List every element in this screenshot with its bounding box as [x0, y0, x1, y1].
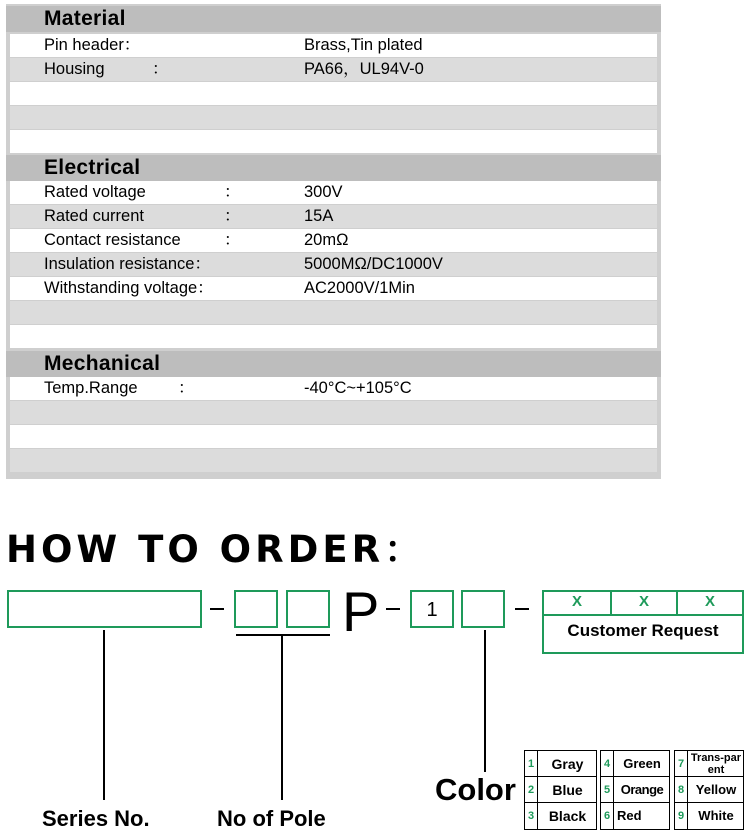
- spec-value: 300V: [304, 183, 343, 201]
- spec-value: Brass,Tin plated: [304, 36, 423, 54]
- color-name: Trans-parent: [690, 752, 742, 776]
- series-no-label: Series No.: [42, 806, 150, 831]
- fixed-digit: 1: [426, 599, 438, 621]
- color-name: Gray: [551, 756, 584, 772]
- how-to-order-title: HOW TO ORDER：: [6, 528, 426, 571]
- material-row: [10, 34, 657, 57]
- spec-colon: ：: [224, 231, 241, 249]
- dash: [210, 608, 224, 610]
- p-letter: P: [342, 580, 380, 643]
- pole-bracket: [236, 634, 330, 636]
- electrical-title: Electrical: [44, 156, 141, 179]
- color-option: [601, 777, 669, 803]
- customer-request-label: Customer Request: [567, 621, 719, 640]
- dash: [515, 608, 529, 610]
- color-label: Color: [435, 772, 516, 807]
- spec-value: -40°C~+105°C: [304, 379, 412, 397]
- pole-box-1: [234, 590, 278, 628]
- spec-colon: ：: [152, 60, 169, 78]
- series-box: [7, 590, 202, 628]
- spec-label: Insulation resistance：: [44, 255, 211, 273]
- series-connector: [103, 630, 105, 800]
- x-mark: X: [638, 593, 649, 610]
- spec-label: Rated current: [44, 207, 144, 225]
- empty-row: [10, 425, 657, 448]
- color-name: Black: [548, 808, 587, 824]
- color-option: [525, 803, 596, 829]
- pole-connector: [281, 634, 283, 800]
- spec-value: AC2000V/1Min: [304, 279, 415, 297]
- electrical-row: [10, 229, 657, 252]
- empty-row: [10, 301, 657, 324]
- material-row: [10, 58, 657, 81]
- empty-row: [10, 449, 657, 472]
- mechanical-header: [6, 351, 661, 377]
- color-option: [525, 751, 596, 777]
- spec-colon: ：: [224, 207, 241, 225]
- color-legend-2: [600, 750, 670, 830]
- spec-label: Rated voltage: [44, 183, 146, 201]
- electrical-header: [6, 155, 661, 181]
- digit-box: [410, 590, 454, 628]
- empty-row: [10, 401, 657, 424]
- dash: [386, 608, 400, 610]
- spec-colon: ：: [178, 379, 195, 397]
- material-header: [6, 6, 661, 32]
- spec-value: 20mΩ: [304, 231, 349, 249]
- electrical-row: [10, 253, 657, 276]
- color-number: 5: [601, 777, 614, 802]
- spec-label: Housing: [44, 60, 105, 78]
- color-option: [675, 751, 743, 777]
- color-connector: [484, 630, 486, 772]
- spec-label: Temp.Range: [44, 379, 138, 397]
- color-box: [461, 590, 505, 628]
- color-option: [601, 803, 669, 829]
- empty-row: [10, 82, 657, 105]
- color-number: 3: [525, 803, 538, 829]
- spec-label: Contact resistance: [44, 231, 181, 249]
- mechanical-row: [10, 377, 657, 400]
- color-name: Blue: [552, 782, 583, 798]
- color-name: Green: [623, 756, 661, 771]
- color-legend-3: [674, 750, 744, 830]
- spec-label: Withstanding voltage：: [44, 279, 214, 297]
- spec-value: 15A: [304, 207, 334, 225]
- color-number: 4: [601, 751, 614, 776]
- color-number: 8: [675, 777, 688, 802]
- x-mark: X: [704, 593, 715, 610]
- color-option: [675, 777, 743, 803]
- color-name: Orange: [620, 782, 664, 797]
- color-legend-1: [524, 750, 597, 830]
- color-name: Yellow: [695, 782, 737, 797]
- spec-table: [6, 4, 661, 479]
- customer-request-box: [542, 590, 744, 654]
- spec-value: PA66，UL94V-0: [304, 60, 424, 78]
- electrical-row: [10, 181, 657, 204]
- electrical-row: [10, 205, 657, 228]
- spec-label: Pin header：: [44, 36, 141, 54]
- no-of-pole-label: No of Pole: [217, 806, 326, 831]
- color-option: [525, 777, 596, 803]
- color-number: 9: [675, 803, 688, 829]
- mechanical-title: Mechanical: [44, 352, 161, 375]
- x-mark: X: [571, 593, 582, 610]
- color-number: 6: [601, 803, 614, 829]
- empty-row: [10, 325, 657, 348]
- color-number: 7: [675, 751, 688, 776]
- color-option: [675, 803, 743, 829]
- color-option: [601, 751, 669, 777]
- color-name: White: [698, 808, 734, 823]
- empty-row: [10, 130, 657, 153]
- spec-colon: ：: [224, 183, 241, 201]
- empty-row: [10, 106, 657, 129]
- electrical-row: [10, 277, 657, 300]
- spec-value: 5000MΩ/DC1000V: [304, 255, 443, 273]
- material-title: Material: [44, 7, 126, 30]
- color-number: 1: [525, 751, 538, 776]
- pole-box-2: [286, 590, 330, 628]
- color-number: 2: [525, 777, 538, 802]
- color-name: Red: [617, 808, 642, 823]
